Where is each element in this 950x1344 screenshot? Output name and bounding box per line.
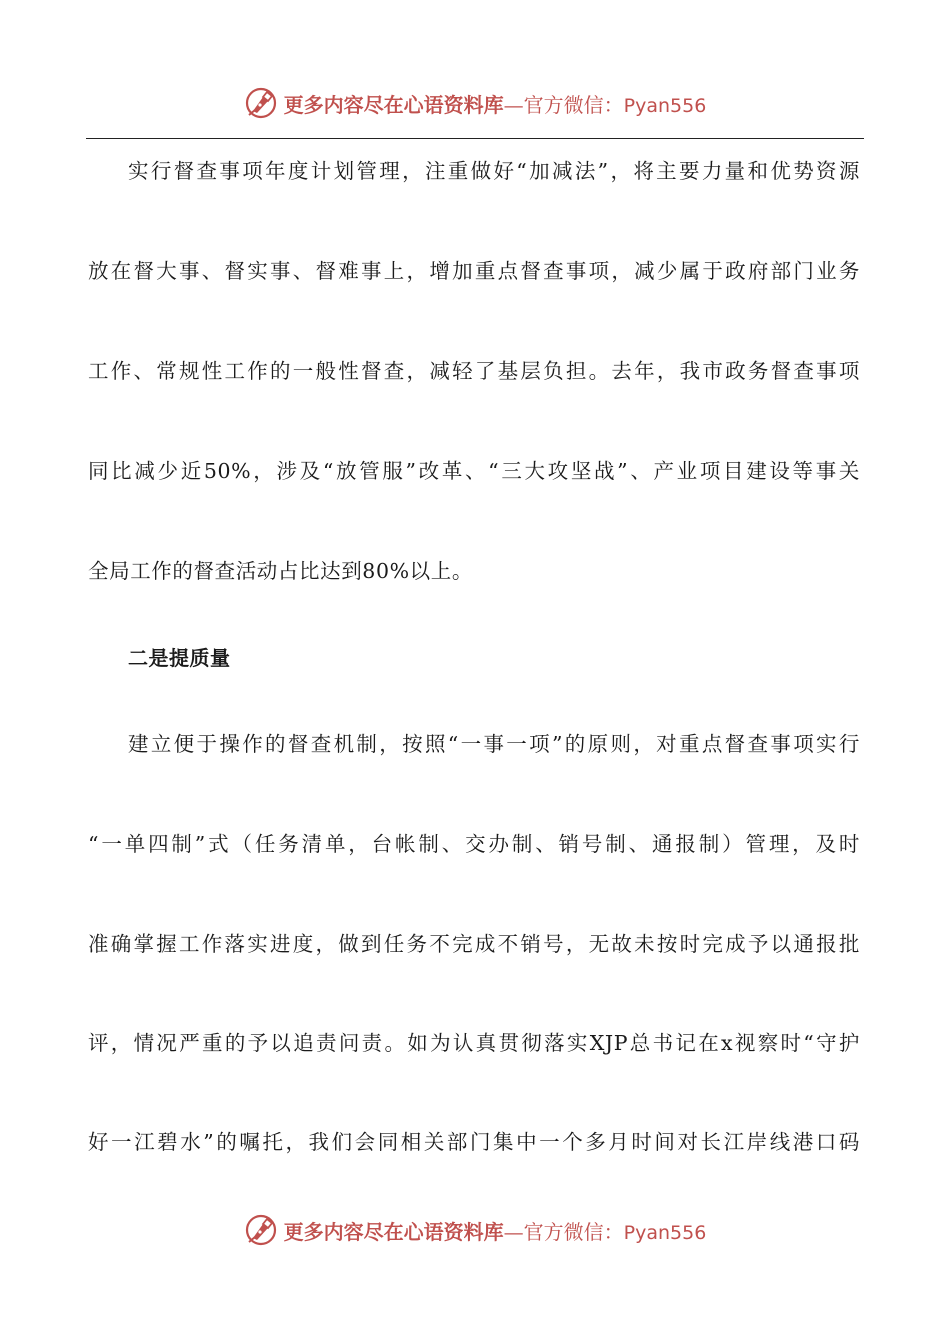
banner-wechat-label: 官方微信： xyxy=(523,92,624,117)
paragraph-2-line-1: 建立便于操作的督查机制，按照“一事一项”的原则，对重点督查事项实行 xyxy=(128,732,860,756)
header-divider xyxy=(86,138,864,139)
paragraph-1-line-3: 工作、常规性工作的一般性督查，减轻了基层负担。去年，我市政务督查事项 xyxy=(88,359,860,383)
banner-text xyxy=(284,89,707,118)
paragraph-2-line-2: “一单四制”式（任务清单，台帐制、交办制、销号制、通报制）管理，及时 xyxy=(88,832,860,856)
banner-text xyxy=(284,1216,707,1245)
paragraph-1-line-4: 同比减少近50%，涉及“放管服”改革、“三大攻坚战”、产业项目建设等事关 xyxy=(88,459,860,483)
banner-brand: 更多内容尽在心语资料库 xyxy=(283,1219,504,1244)
banner-dash: — xyxy=(503,92,524,117)
section-heading: 二是提质量 xyxy=(128,646,231,670)
pen-nib-logo-icon xyxy=(244,86,278,120)
banner-wechat-label: 官方微信： xyxy=(523,1219,624,1244)
banner-wechat-id: Pyan556 xyxy=(623,94,707,117)
paragraph-1-line-2: 放在督大事、督实事、督难事上，增加重点督查事项，减少属于政府部门业务 xyxy=(88,259,860,283)
header-banner xyxy=(0,83,950,123)
banner-wechat-id: Pyan556 xyxy=(623,1221,707,1244)
paragraph-2-line-4: 评，情况严重的予以追责问责。如为认真贯彻落实XJP总书记在x视察时“守护 xyxy=(88,1031,860,1055)
paragraph-2-line-3: 准确掌握工作落实进度，做到任务不完成不销号，无故未按时完成予以通报批 xyxy=(88,932,860,956)
footer-banner xyxy=(0,1210,950,1250)
paragraph-2-line-5: 好一江碧水”的嘱托，我们会同相关部门集中一个多月时间对长江岸线港口码 xyxy=(88,1130,860,1154)
pen-nib-logo-icon xyxy=(244,1213,278,1247)
paragraph-1-line-5: 全局工作的督查活动占比达到80%以上。 xyxy=(88,559,473,583)
paragraph-1-line-1: 实行督查事项年度计划管理，注重做好“加减法”，将主要力量和优势资源 xyxy=(128,159,860,183)
banner-dash: — xyxy=(503,1219,524,1244)
banner-brand: 更多内容尽在心语资料库 xyxy=(283,92,504,117)
